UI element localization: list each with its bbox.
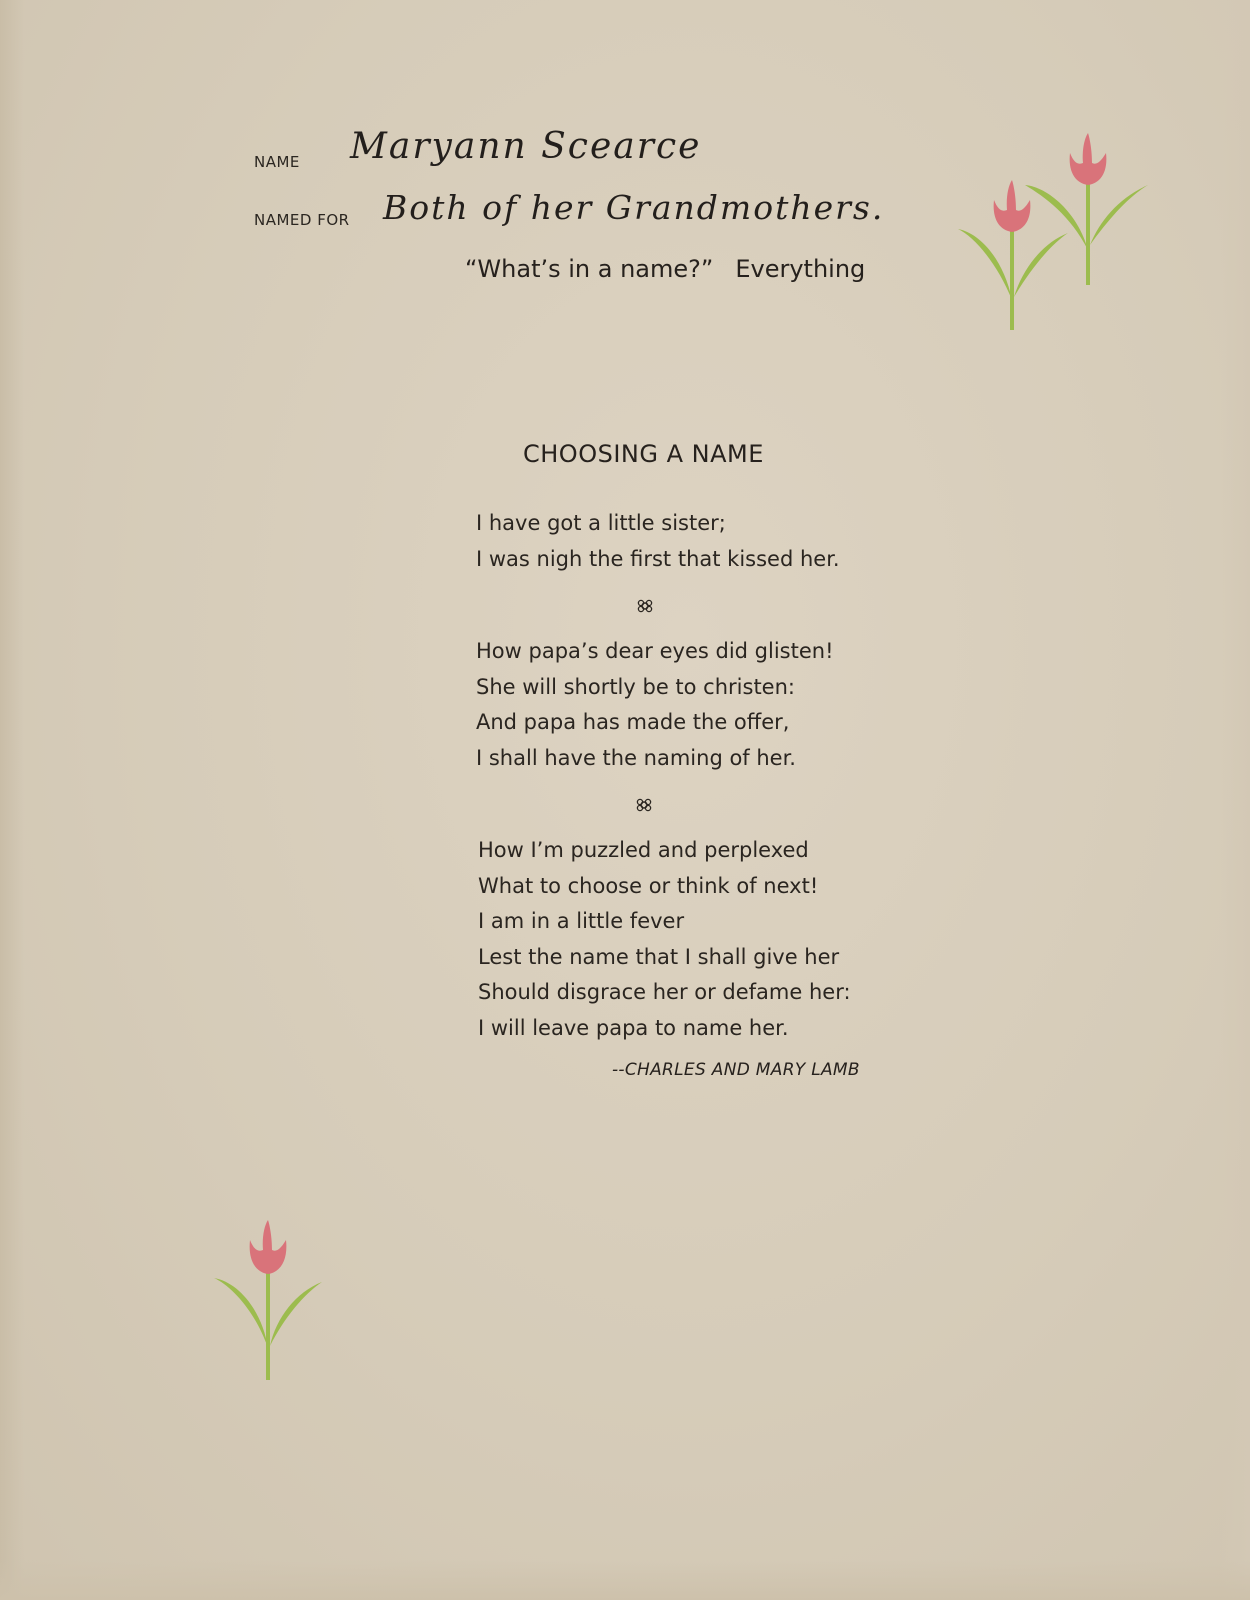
- poem-line: How papa’s dear eyes did glisten!: [476, 639, 834, 663]
- poem-line: I was nigh the first that kissed her.: [476, 546, 840, 571]
- poem-line: And papa has made the offer,: [476, 710, 790, 734]
- flower-ornament-icon: [636, 597, 654, 615]
- poem-line: Should disgrace her or defame her:: [478, 980, 851, 1004]
- poem-title: CHOOSING A NAME: [523, 440, 764, 468]
- named-for-handwritten-value: Both of her Grandmothers.: [383, 188, 885, 227]
- poem-line: She will shortly be to christen:: [476, 674, 795, 699]
- poem-line: I shall have the naming of her.: [476, 745, 796, 770]
- named-for-label: NAMED FOR: [254, 211, 350, 229]
- tulip-icon: [1025, 133, 1148, 285]
- flower-ornament-icon: [635, 796, 653, 814]
- page-shadow-right: [1220, 0, 1250, 1600]
- poem-stanza: [476, 506, 840, 577]
- poem-line: I will leave papa to name her.: [478, 1015, 789, 1040]
- poem-attribution: --CHARLES AND MARY LAMB: [612, 1060, 860, 1080]
- poem-line: I am in a little fever: [478, 909, 685, 933]
- tulip-icon: [212, 1218, 324, 1383]
- poem-line: Lest the name that I shall give her: [478, 944, 840, 969]
- quote-question: “What’s in a name?”: [465, 255, 714, 283]
- poem-line: How I’m puzzled and perplexed: [478, 838, 809, 862]
- name-handwritten-value: Maryann Scearce: [350, 126, 702, 167]
- poem-line: What to choose or think of next!: [478, 873, 819, 898]
- page-shadow-left: [0, 0, 24, 1600]
- name-label: NAME: [254, 153, 300, 171]
- quote-answer: Everything: [735, 255, 866, 283]
- poem-stanza: [476, 634, 833, 776]
- page-shadow-bottom: [0, 1560, 1250, 1600]
- tulip-pair-icon: [950, 125, 1150, 340]
- quote-line: [465, 255, 865, 283]
- poem-line: I have got a little sister;: [476, 511, 726, 535]
- poem-stanza: [478, 833, 851, 1046]
